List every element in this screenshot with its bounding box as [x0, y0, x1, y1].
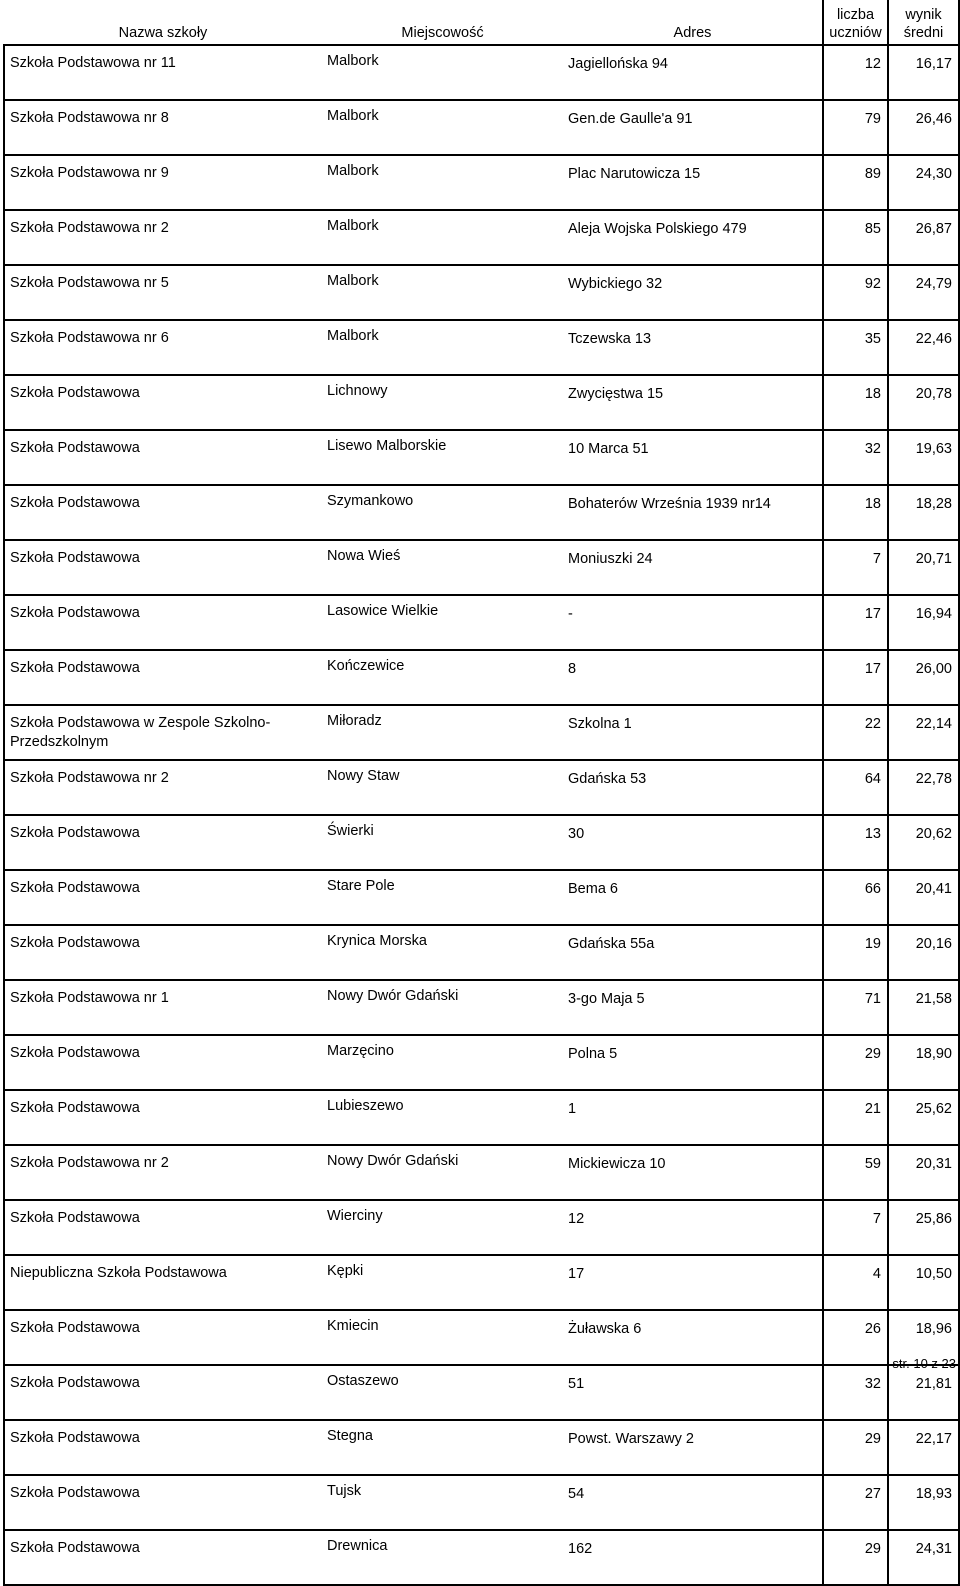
cell-student-count: 18	[823, 375, 888, 430]
cell-student-count: 21	[823, 1090, 888, 1145]
cell-town: Malbork	[322, 320, 563, 375]
cell-town: Nowa Wieś	[322, 540, 563, 595]
cell-town: Nowy Dwór Gdański	[322, 1145, 563, 1200]
cell-school-name: Szkoła Podstawowa nr 8	[4, 100, 322, 155]
cell-student-count: 22	[823, 705, 888, 760]
cell-average-score: 21,81	[888, 1365, 959, 1420]
cell-town: Malbork	[322, 45, 563, 100]
cell-school-name: Szkoła Podstawowa nr 1	[4, 980, 322, 1035]
cell-school-name: Szkoła Podstawowa nr 2	[4, 210, 322, 265]
cell-address: 54	[563, 1475, 823, 1530]
cell-address: Gen.de Gaulle'a 91	[563, 100, 823, 155]
table-row	[4, 595, 959, 650]
cell-address: Plac Narutowicza 15	[563, 155, 823, 210]
table-row	[4, 980, 959, 1035]
cell-school-name: Szkoła Podstawowa	[4, 375, 322, 430]
cell-address: 3-go Maja 5	[563, 980, 823, 1035]
cell-average-score: 18,96	[888, 1310, 959, 1365]
cell-town: Miłoradz	[322, 705, 563, 760]
cell-student-count: 64	[823, 760, 888, 815]
cell-town: Stegna	[322, 1420, 563, 1475]
table-row	[4, 1365, 959, 1420]
header-row	[4, 0, 959, 45]
cell-town: Malbork	[322, 100, 563, 155]
cell-average-score: 22,17	[888, 1420, 959, 1475]
cell-town: Nowy Dwór Gdański	[322, 980, 563, 1035]
cell-student-count: 13	[823, 815, 888, 870]
cell-average-score: 20,78	[888, 375, 959, 430]
cell-student-count: 4	[823, 1255, 888, 1310]
cell-student-count: 17	[823, 650, 888, 705]
cell-address: Moniuszki 24	[563, 540, 823, 595]
cell-address: 10 Marca 51	[563, 430, 823, 485]
cell-address: Gdańska 55a	[563, 925, 823, 980]
table-row	[4, 1090, 959, 1145]
header-address-label: Adres	[673, 25, 712, 41]
cell-student-count: 7	[823, 540, 888, 595]
cell-average-score: 20,62	[888, 815, 959, 870]
cell-student-count: 35	[823, 320, 888, 375]
table-header	[4, 0, 959, 45]
cell-average-score: 20,71	[888, 540, 959, 595]
cell-student-count: 85	[823, 210, 888, 265]
cell-student-count: 27	[823, 1475, 888, 1530]
cell-student-count: 12	[823, 45, 888, 100]
cell-average-score: 18,90	[888, 1035, 959, 1090]
cell-town: Krynica Morska	[322, 925, 563, 980]
table-row	[4, 815, 959, 870]
cell-student-count: 71	[823, 980, 888, 1035]
cell-school-name: Szkoła Podstawowa	[4, 1310, 322, 1365]
cell-address: Polna 5	[563, 1035, 823, 1090]
cell-address: Aleja Wojska Polskiego 479	[563, 210, 823, 265]
cell-student-count: 18	[823, 485, 888, 540]
cell-school-name: Szkoła Podstawowa w Zespole Szkolno-Przedszkolnym	[4, 705, 322, 760]
cell-school-name: Szkoła Podstawowa nr 6	[4, 320, 322, 375]
cell-town: Stare Pole	[322, 870, 563, 925]
cell-address: Gdańska 53	[563, 760, 823, 815]
cell-average-score: 10,50	[888, 1255, 959, 1310]
table-row	[4, 1035, 959, 1090]
cell-town: Szymankowo	[322, 485, 563, 540]
table-row	[4, 430, 959, 485]
table-row	[4, 870, 959, 925]
cell-school-name: Szkoła Podstawowa	[4, 1365, 322, 1420]
table-row	[4, 1255, 959, 1310]
table-row	[4, 1420, 959, 1475]
cell-town: Lubieszewo	[322, 1090, 563, 1145]
schools-table	[3, 0, 960, 1586]
cell-average-score: 20,41	[888, 870, 959, 925]
cell-school-name: Szkoła Podstawowa	[4, 1475, 322, 1530]
table-row	[4, 265, 959, 320]
cell-address: 1	[563, 1090, 823, 1145]
cell-school-name: Szkoła Podstawowa	[4, 1200, 322, 1255]
table-row	[4, 100, 959, 155]
cell-school-name: Szkoła Podstawowa nr 11	[4, 45, 322, 100]
cell-student-count: 59	[823, 1145, 888, 1200]
cell-school-name: Szkoła Podstawowa	[4, 595, 322, 650]
cell-town: Malbork	[322, 155, 563, 210]
cell-school-name: Szkoła Podstawowa	[4, 540, 322, 595]
table-row	[4, 210, 959, 265]
cell-address: Tczewska 13	[563, 320, 823, 375]
table-row	[4, 45, 959, 100]
cell-student-count: 29	[823, 1035, 888, 1090]
table-body	[4, 45, 959, 1585]
cell-student-count: 17	[823, 595, 888, 650]
cell-address: Szkolna 1	[563, 705, 823, 760]
cell-average-score: 19,63	[888, 430, 959, 485]
cell-address: Jagiellońska 94	[563, 45, 823, 100]
header-score-line1: wynik	[905, 7, 942, 23]
table-row	[4, 540, 959, 595]
table-row	[4, 1530, 959, 1585]
cell-school-name: Szkoła Podstawowa nr 5	[4, 265, 322, 320]
cell-school-name: Szkoła Podstawowa	[4, 1090, 322, 1145]
cell-average-score: 26,46	[888, 100, 959, 155]
table-row	[4, 705, 959, 760]
cell-town: Świerki	[322, 815, 563, 870]
cell-school-name: Szkoła Podstawowa	[4, 1530, 322, 1585]
table-row	[4, 485, 959, 540]
cell-school-name: Szkoła Podstawowa nr 2	[4, 1145, 322, 1200]
cell-school-name: Szkoła Podstawowa	[4, 815, 322, 870]
cell-address: Mickiewicza 10	[563, 1145, 823, 1200]
table-row	[4, 155, 959, 210]
table-row	[4, 1200, 959, 1255]
header-score	[888, 0, 959, 45]
page-number: str. 10 z 23	[892, 1356, 956, 1371]
cell-student-count: 26	[823, 1310, 888, 1365]
cell-address: 162	[563, 1530, 823, 1585]
cell-school-name: Szkoła Podstawowa	[4, 650, 322, 705]
cell-address: Zwycięstwa 15	[563, 375, 823, 430]
cell-address: 17	[563, 1255, 823, 1310]
table-row	[4, 1145, 959, 1200]
cell-school-name: Szkoła Podstawowa	[4, 1420, 322, 1475]
header-students-line2: uczniów	[829, 25, 882, 41]
cell-student-count: 66	[823, 870, 888, 925]
cell-average-score: 22,14	[888, 705, 959, 760]
cell-student-count: 29	[823, 1420, 888, 1475]
cell-average-score: 20,31	[888, 1145, 959, 1200]
cell-student-count: 32	[823, 430, 888, 485]
cell-average-score: 22,46	[888, 320, 959, 375]
cell-town: Lasowice Wielkie	[322, 595, 563, 650]
cell-town: Lichnowy	[322, 375, 563, 430]
cell-average-score: 18,28	[888, 485, 959, 540]
cell-average-score: 16,94	[888, 595, 959, 650]
cell-average-score: 26,00	[888, 650, 959, 705]
cell-average-score: 26,87	[888, 210, 959, 265]
cell-school-name: Szkoła Podstawowa	[4, 925, 322, 980]
header-address	[563, 0, 823, 45]
header-students	[823, 0, 888, 45]
cell-student-count: 92	[823, 265, 888, 320]
header-town-label: Miejscowość	[401, 25, 484, 41]
table-row	[4, 320, 959, 375]
cell-student-count: 32	[823, 1365, 888, 1420]
cell-town: Ostaszewo	[322, 1365, 563, 1420]
cell-average-score: 16,17	[888, 45, 959, 100]
cell-student-count: 79	[823, 100, 888, 155]
cell-address: Żuławska 6	[563, 1310, 823, 1365]
cell-town: Malbork	[322, 210, 563, 265]
header-school-label: Nazwa szkoły	[118, 25, 208, 41]
cell-town: Kmiecin	[322, 1310, 563, 1365]
table-row	[4, 650, 959, 705]
cell-student-count: 29	[823, 1530, 888, 1585]
table-row	[4, 925, 959, 980]
cell-school-name: Szkoła Podstawowa	[4, 430, 322, 485]
cell-average-score: 24,30	[888, 155, 959, 210]
cell-student-count: 7	[823, 1200, 888, 1255]
cell-address: 8	[563, 650, 823, 705]
cell-town: Kępki	[322, 1255, 563, 1310]
cell-student-count: 19	[823, 925, 888, 980]
cell-school-name: Szkoła Podstawowa nr 2	[4, 760, 322, 815]
cell-average-score: 24,31	[888, 1530, 959, 1585]
cell-town: Nowy Staw	[322, 760, 563, 815]
cell-average-score: 25,62	[888, 1090, 959, 1145]
cell-school-name: Niepubliczna Szkoła Podstawowa	[4, 1255, 322, 1310]
cell-average-score: 20,16	[888, 925, 959, 980]
cell-town: Drewnica	[322, 1530, 563, 1585]
cell-address: Bohaterów Września 1939 nr14	[563, 485, 823, 540]
cell-town: Kończewice	[322, 650, 563, 705]
cell-school-name: Szkoła Podstawowa	[4, 870, 322, 925]
cell-address: Bema 6	[563, 870, 823, 925]
cell-town: Malbork	[322, 265, 563, 320]
header-score-line2: średni	[903, 25, 944, 41]
cell-school-name: Szkoła Podstawowa	[4, 1035, 322, 1090]
cell-address: 30	[563, 815, 823, 870]
cell-average-score: 21,58	[888, 980, 959, 1035]
header-students-line1: liczba	[836, 7, 875, 23]
header-school	[4, 0, 322, 45]
cell-address: 51	[563, 1365, 823, 1420]
cell-average-score: 25,86	[888, 1200, 959, 1255]
cell-address: -	[563, 595, 823, 650]
header-town	[322, 0, 563, 45]
cell-average-score: 24,79	[888, 265, 959, 320]
cell-student-count: 89	[823, 155, 888, 210]
cell-town: Tujsk	[322, 1475, 563, 1530]
table-row	[4, 375, 959, 430]
cell-school-name: Szkoła Podstawowa nr 9	[4, 155, 322, 210]
cell-town: Wierciny	[322, 1200, 563, 1255]
table-row	[4, 760, 959, 815]
cell-address: Powst. Warszawy 2	[563, 1420, 823, 1475]
cell-town: Marzęcino	[322, 1035, 563, 1090]
table-row	[4, 1475, 959, 1530]
cell-average-score: 18,93	[888, 1475, 959, 1530]
table-row	[4, 1310, 959, 1365]
cell-average-score: 22,78	[888, 760, 959, 815]
cell-town: Lisewo Malborskie	[322, 430, 563, 485]
cell-address: 12	[563, 1200, 823, 1255]
cell-school-name: Szkoła Podstawowa	[4, 485, 322, 540]
cell-address: Wybickiego 32	[563, 265, 823, 320]
